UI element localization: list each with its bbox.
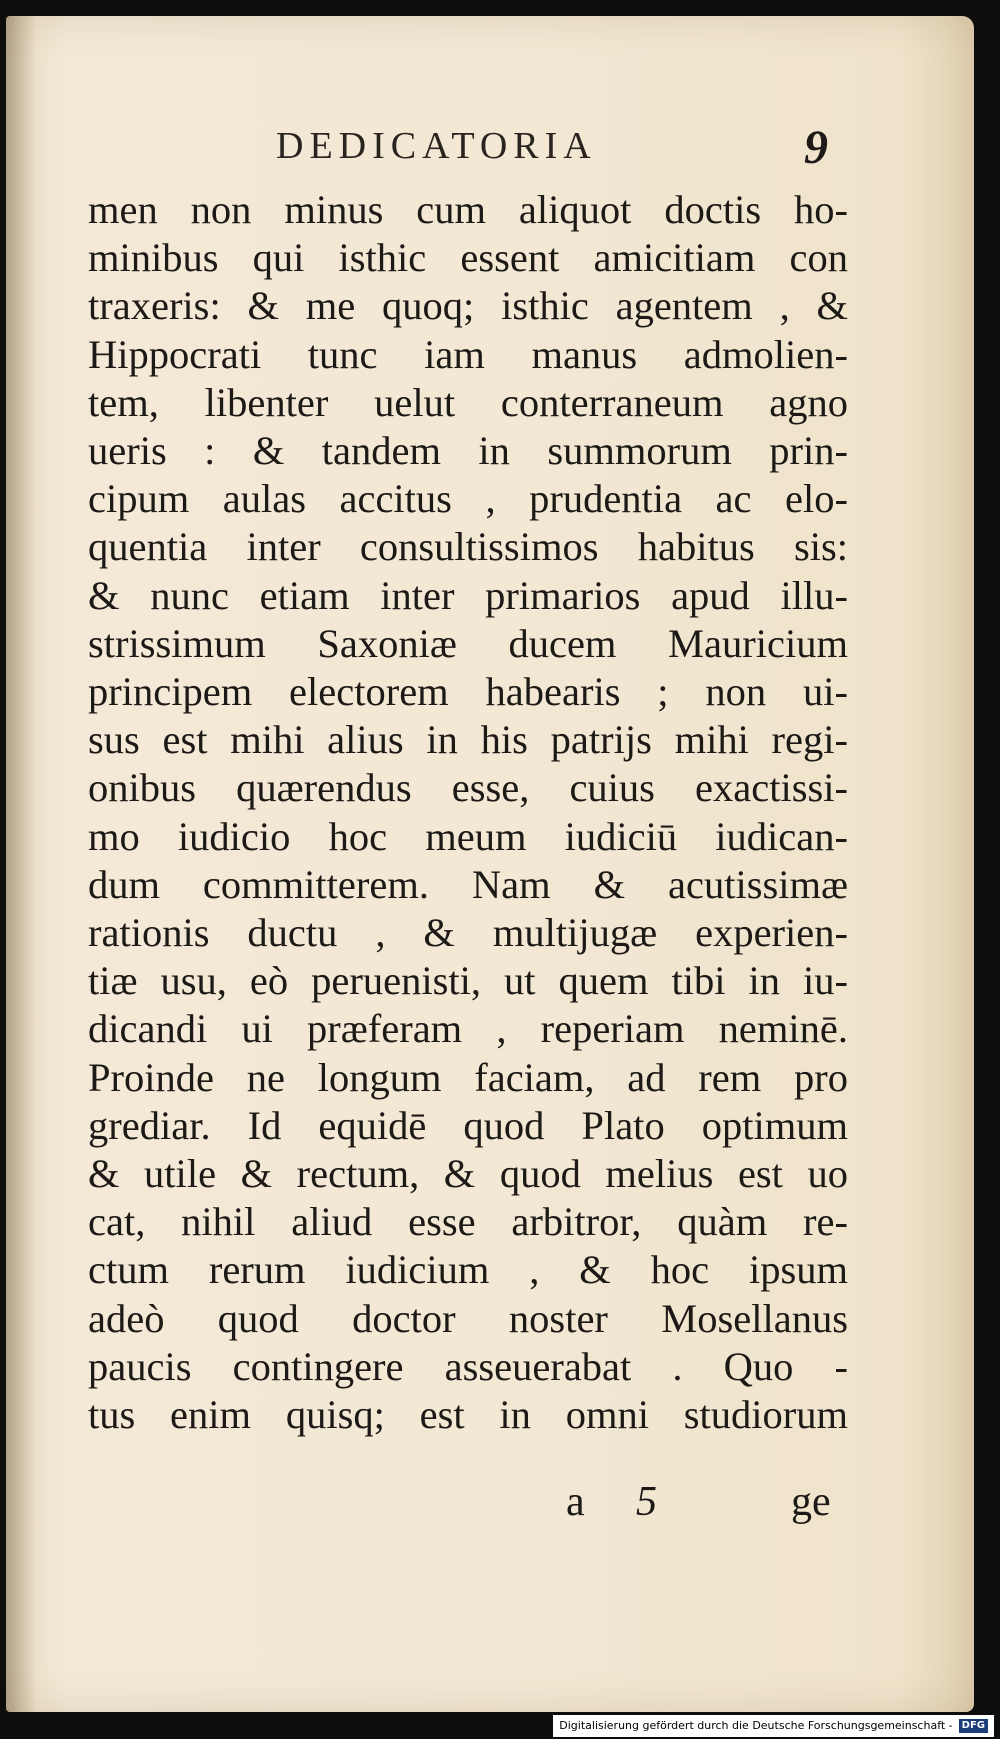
text-line: men non minus cum aliquot doctis ho- [88,187,848,232]
credit-text: Digitalisierung gefördert durch die Deutsche Forschungsgemeinschaft - [559,1719,953,1732]
page-gutter-shadow [6,16,36,1712]
text-line: tus enim quisq; est in omni studiorum [88,1392,848,1438]
running-head: DEDICATORIA [276,125,597,167]
page-footer-marks [6,1478,974,1538]
text-line: dum committerem. Nam & acutissimæ [88,861,848,907]
text-line: minibus qui isthic essent amicitiam con [88,235,848,281]
text-line: onibus quærendus esse, cuius exactissi- [88,765,848,811]
text-line: adeò quod doctor noster Mosellanus [88,1295,848,1341]
text-line: cipum aulas accitus , prudentia ac elo- [88,476,848,522]
text-line: Hippocrati tunc iam manus admolien- [88,331,848,377]
book-page [6,16,974,1712]
text-line: dicandi ui præferam , reperiam neminē. [88,1006,848,1052]
text-line: ctum rerum iudicium , & hoc ipsum [88,1247,848,1293]
text-line: tiæ usu, eò peruenisti, ut quem tibi in iu- [88,958,848,1004]
text-line: quentia inter consultissimos habitus sis: [88,524,848,570]
body-text [88,186,848,1439]
text-line: ueris : & tandem in summorum prin- [88,428,848,474]
catchword: ge [791,1479,831,1525]
signature-number: 5 [636,1479,657,1525]
text-line: mo iudicio hoc meum iudiciū iudican- [88,813,848,859]
folio-number: 9 [804,121,828,174]
digitization-credit [553,1715,994,1737]
text-line: tem, libenter uelut conterraneum agno [88,379,848,425]
text-line: principem electorem habearis ; non ui- [88,669,848,715]
text-line: Proinde ne longum faciam, ad rem pro [88,1054,848,1100]
text-line: sus est mihi alius in his patrijs mihi regi- [88,717,848,763]
text-line: traxeris: & me quoq; isthic agentem , & [88,283,848,329]
signature-mark: a [566,1479,585,1525]
text-line: & utile & rectum, & quod melius est uo [88,1151,848,1197]
text-line: cat, nihil aliud esse arbitror, quàm re- [88,1199,848,1245]
text-line: strissimum Saxoniæ ducem Mauricium [88,620,848,666]
text-line: grediar. Id equidē quod Plato optimum [88,1102,848,1148]
text-line: paucis contingere asseuerabat . Quo - [88,1343,848,1389]
text-line: & nunc etiam inter primarios apud illu- [88,572,848,618]
dfg-logo: DFG [959,1719,988,1733]
text-line: rationis ductu , & multijugæ experien- [88,910,848,956]
